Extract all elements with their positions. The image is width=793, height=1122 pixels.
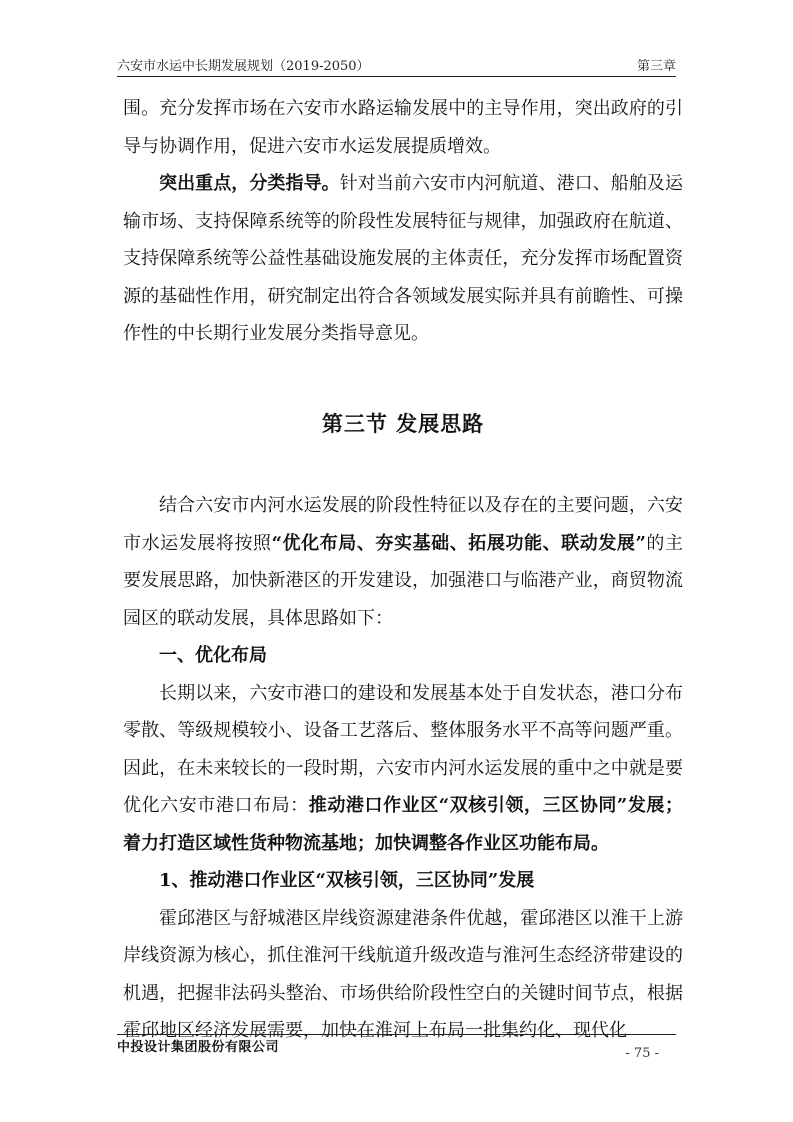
paragraph-4-text: 长期以来，六安市港口的建设和发展基本处于自发状态，港口分布零散、等级规模较小、设备工艺落后、整体服务水平不高等问题严重。因此，在未来较长的一段时期，六安市内河水运发展的重中之中就是要优化六安市港口布局：: [123, 682, 683, 816]
paragraph-2: [123, 165, 683, 353]
paragraph-3-emphasis: “优化布局、夯实基础、拓展功能、联动发展”: [271, 532, 646, 554]
header-divider: [117, 76, 676, 77]
chapter-label: 第三章: [636, 59, 676, 74]
page-body: [123, 90, 683, 1050]
paragraph-5: 霍邱港区与舒城港区岸线资源建港条件优越，霍邱港区以淮干上游岸线资源为核心，抓住淮河干线航道升级改造与淮河生态经济带建设的机遇，把握非法码头整治、市场供给阶段性空白的关键时间节点，根据霍邱地区经济发展需要，加快在淮河上布局一批集约化、现代化: [123, 907, 683, 1041]
paragraph-4-emphasis: 推动港口作业区“双核引领，三区协同”发展；着力打造区域性货种物流基地；加快调整各作业区功能布局。: [123, 795, 683, 854]
page-number: - 75 -: [625, 1046, 659, 1061]
heading-optimize-layout: 一、优化布局: [159, 645, 267, 666]
paragraph-2-text: 针对当前六安市内河航道、港口、船舶及运输市场、支持保障系统等的阶段性发展特征与规律，加强政府在航道、支持保障系统等公益性基础设施发展的主体责任，充分发挥市场配置资源的基础性作用，研究制定出符合各领域发展实际并具有前瞻性、可操作性的中长期行业发展分类指导意见。: [123, 173, 684, 344]
paragraph-2-lead: 突出重点，分类指导。: [159, 173, 340, 194]
document-title: 六安市水运中长期发展规划（2019-2050）: [117, 59, 370, 74]
company-name: 中投设计集团股份有限公司: [117, 1040, 280, 1055]
paragraph-3-text-b: 的主要发展思路，加快新港区的开发建设，加强港口与临港产业，商贸物流园区的联动发展，具体思路如下：: [123, 532, 683, 629]
paragraph-1: 围。充分发挥市场在六安市水路运输发展中的主导作用，突出政府的引导与协调作用，促进六安市水运发展提质增效。: [123, 98, 683, 157]
page-header: [117, 52, 676, 74]
paragraph-3: [123, 487, 683, 637]
section-title: 第三节 发展思路: [321, 410, 485, 436]
paragraph-3-text-a: 结合六安市内河水运发展的阶段性特征以及存在的主要问题，六安市水运发展将按照: [123, 495, 683, 554]
footer-divider: [117, 1034, 676, 1035]
paragraph-4: [123, 675, 683, 863]
subheading-1: 1、推动港口作业区“双核引领，三区协同”发展: [159, 870, 535, 891]
